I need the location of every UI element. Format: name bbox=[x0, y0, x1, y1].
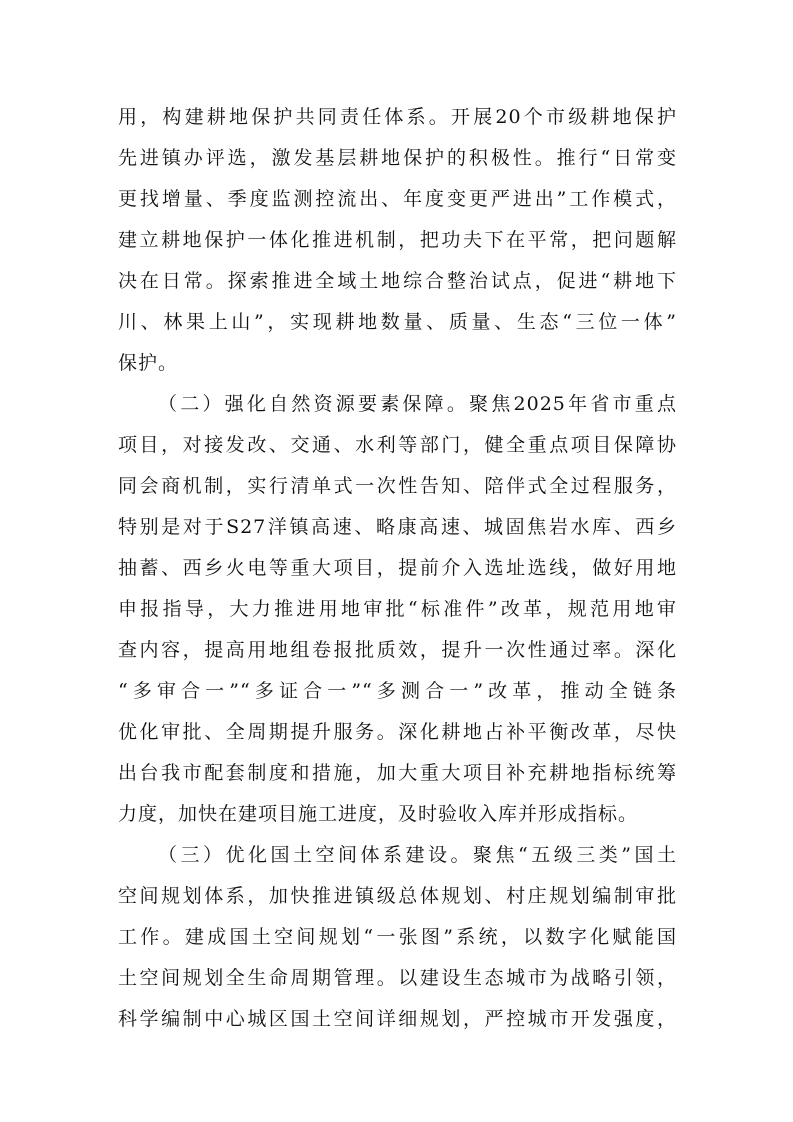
text-line: （二）强化自然资源要素保障。聚焦2025年省市重点 bbox=[158, 393, 677, 415]
paragraph-spatial-planning bbox=[118, 835, 677, 1040]
text-line: 空间规划体系，加快推进镇级总体规划、村庄规划编制审批 bbox=[118, 885, 677, 907]
text-line: 优化审批、全周期提升服务。深化耕地占补平衡改革，尽快 bbox=[118, 721, 677, 743]
text-line: 先进镇办评选，激发基层耕地保护的积极性。推行“日常变 bbox=[118, 147, 677, 169]
text-line: 决在日常。探索推进全域土地综合整治试点，促进“耕地下 bbox=[118, 270, 677, 292]
text-line: 保护。 bbox=[118, 352, 179, 374]
text-line: （三）优化国土空间体系建设。聚焦“五级三类”国土 bbox=[158, 844, 677, 866]
text-line: 查内容，提高用地组卷报批质效，提升一次性通过率。深化 bbox=[118, 639, 677, 661]
text-line: “多审合一”“多证合一”“多测合一”改革，推动全链条 bbox=[118, 680, 677, 702]
text-line: 更找增量、季度监测控流出、年度变更严进出”工作模式， bbox=[118, 188, 677, 210]
paragraph-resource-guarantee bbox=[118, 384, 677, 835]
text-line: 科学编制中心城区国土空间详细规划，严控城市开发强度， bbox=[118, 1008, 677, 1030]
text-line: 项目，对接发改、交通、水利等部门，健全重点项目保障协 bbox=[118, 434, 677, 456]
text-line: 土空间规划全生命周期管理。以建设生态城市为战略引领， bbox=[118, 967, 677, 989]
text-line: 特别是对于S27洋镇高速、略康高速、城固焦岩水库、西乡 bbox=[118, 516, 677, 538]
text-line: 建立耕地保护一体化推进机制，把功夫下在平常，把问题解 bbox=[118, 229, 677, 251]
text-line: 工作。建成国土空间规划“一张图”系统，以数字化赋能国 bbox=[118, 926, 677, 948]
text-line: 出台我市配套制度和措施，加大重大项目补充耕地指标统筹 bbox=[118, 762, 677, 784]
text-line: 用，构建耕地保护共同责任体系。开展20个市级耕地保护 bbox=[118, 106, 677, 128]
text-line: 申报指导，大力推进用地审批“标准件”改革，规范用地审 bbox=[118, 598, 677, 620]
text-line: 同会商机制，实行清单式一次性告知、陪伴式全过程服务， bbox=[118, 475, 677, 497]
text-line: 川、林果上山”，实现耕地数量、质量、生态“三位一体” bbox=[118, 311, 677, 333]
text-line: 力度，加快在建项目施工进度，及时验收入库并形成指标。 bbox=[118, 803, 639, 825]
paragraph-cultivated-land-protection bbox=[118, 97, 677, 384]
text-line: 抽蓄、西乡火电等重大项目，提前介入选址选线，做好用地 bbox=[118, 557, 677, 579]
